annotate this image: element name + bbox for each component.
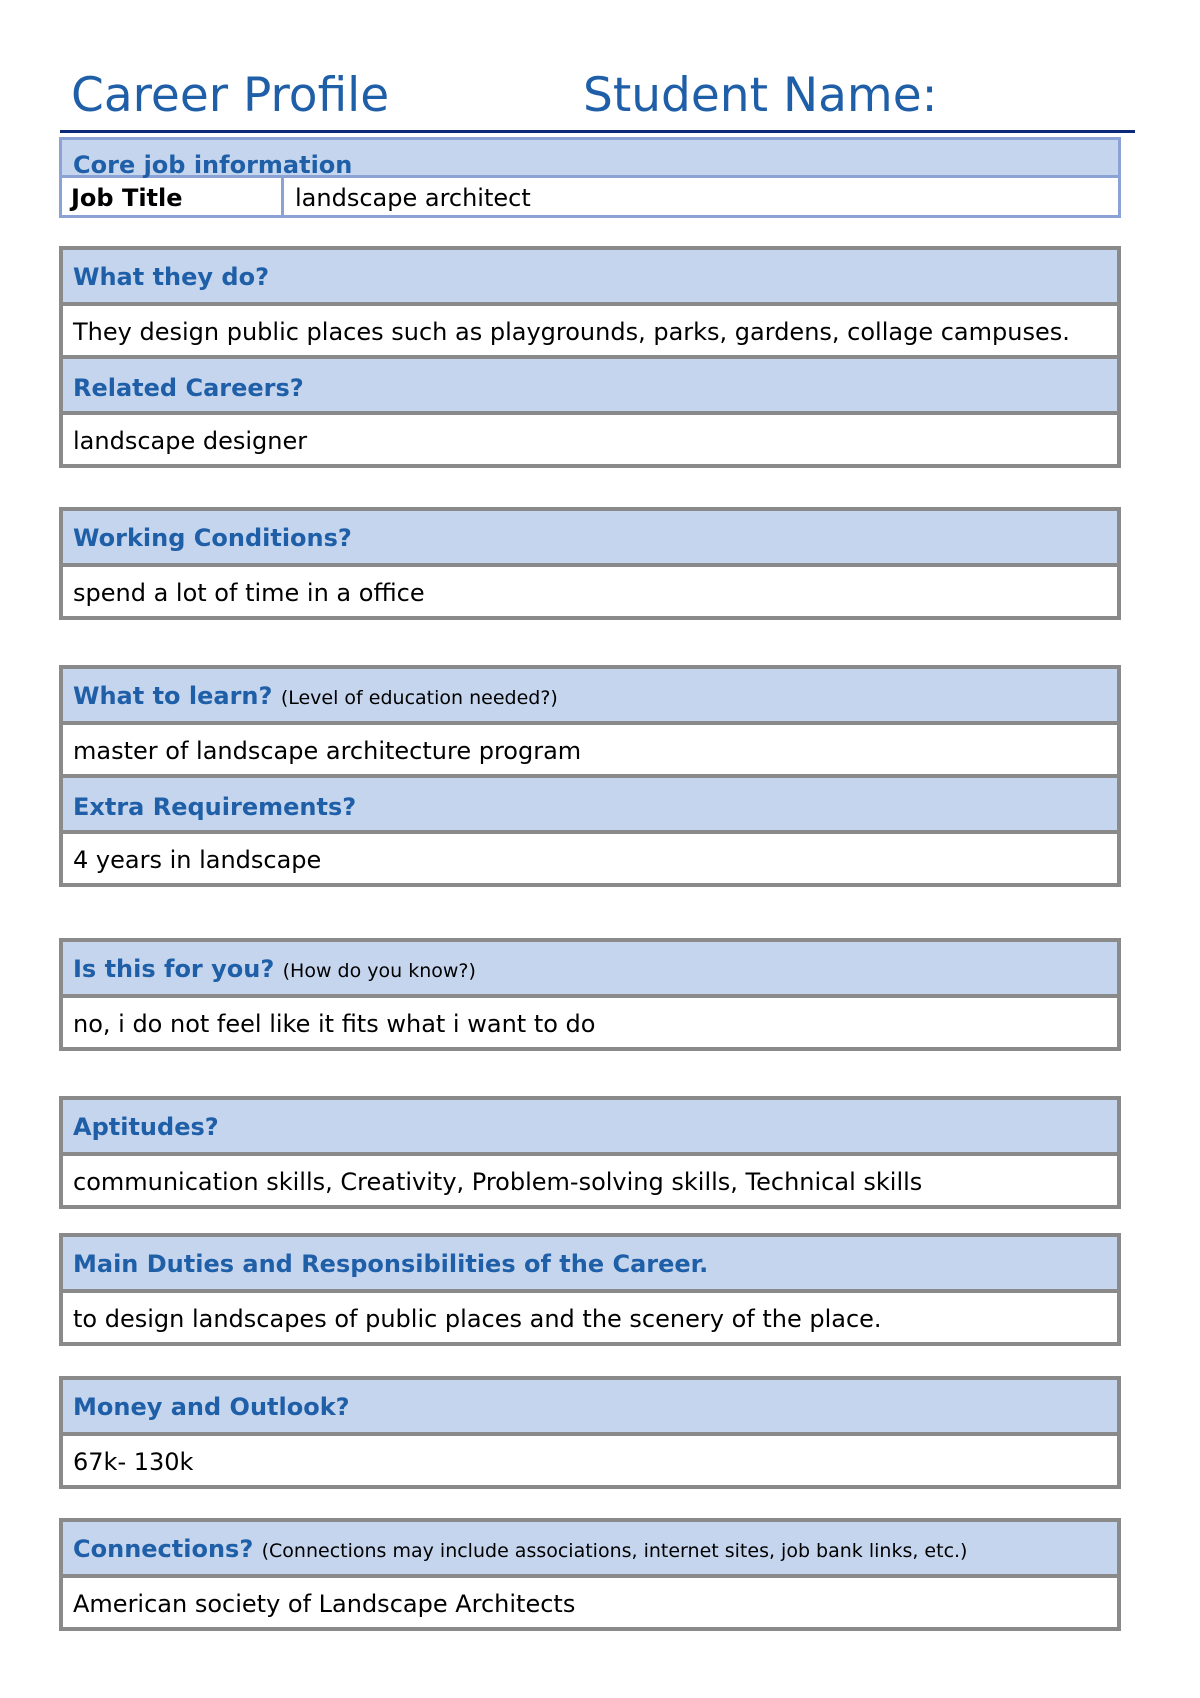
what-to-learn-label: What to learn? xyxy=(73,682,273,710)
working-conditions-box xyxy=(59,507,1121,620)
what-to-learn-value: master of landscape architecture program xyxy=(73,737,582,765)
what-they-do-answer[interactable] xyxy=(63,302,1117,355)
related-careers-header xyxy=(63,355,1117,411)
core-info-heading: Core job information xyxy=(73,151,353,179)
related-careers-answer[interactable] xyxy=(63,411,1117,464)
what-to-learn-box xyxy=(59,665,1121,887)
core-info-table xyxy=(59,137,1121,218)
job-title-value-cell[interactable] xyxy=(284,178,1118,215)
is-this-for-you-header xyxy=(63,942,1117,994)
what-they-do-header xyxy=(63,250,1117,302)
what-they-do-value: They design public places such as playgrounds, parks, gardens, collage campuses. xyxy=(73,318,1070,346)
what-to-learn-note: (Level of education needed?) xyxy=(280,687,558,709)
job-title-value: landscape architect xyxy=(295,184,531,212)
money-outlook-value: 67k- 130k xyxy=(73,1448,194,1476)
money-outlook-box xyxy=(59,1376,1121,1489)
connections-header xyxy=(63,1522,1117,1574)
is-this-for-you-heading xyxy=(73,955,476,983)
aptitudes-box xyxy=(59,1096,1121,1209)
what-they-do-label: What they do? xyxy=(73,263,270,291)
main-duties-header xyxy=(63,1237,1117,1289)
is-this-for-you-note: (How do you know?) xyxy=(282,960,476,982)
aptitudes-answer[interactable] xyxy=(63,1152,1117,1205)
working-conditions-header xyxy=(63,511,1117,563)
extra-requirements-label: Extra Requirements? xyxy=(73,793,357,821)
what-to-learn-header xyxy=(63,669,1117,721)
aptitudes-header xyxy=(63,1100,1117,1152)
extra-requirements-answer[interactable] xyxy=(63,830,1117,883)
working-conditions-answer[interactable] xyxy=(63,563,1117,616)
money-outlook-answer[interactable] xyxy=(63,1432,1117,1485)
connections-answer[interactable] xyxy=(63,1574,1117,1627)
job-title-label: Job Title xyxy=(71,184,183,212)
what-they-do-box xyxy=(59,246,1121,468)
student-name-label: Student Name: xyxy=(583,68,938,123)
connections-box xyxy=(59,1518,1121,1631)
extra-requirements-value: 4 years in landscape xyxy=(73,846,322,874)
related-careers-value: landscape designer xyxy=(73,427,308,455)
main-duties-box xyxy=(59,1233,1121,1346)
connections-heading xyxy=(73,1535,967,1563)
money-outlook-header xyxy=(63,1380,1117,1432)
extra-requirements-header xyxy=(63,774,1117,830)
aptitudes-label: Aptitudes? xyxy=(73,1113,219,1141)
related-careers-label: Related Careers? xyxy=(73,374,304,402)
is-this-for-you-label: Is this for you? xyxy=(73,955,275,983)
working-conditions-label: Working Conditions? xyxy=(73,524,352,552)
is-this-for-you-value: no, i do not feel like it fits what i want to do xyxy=(73,1010,596,1038)
is-this-for-you-answer[interactable] xyxy=(63,994,1117,1047)
connections-label: Connections? xyxy=(73,1535,254,1563)
working-conditions-value: spend a lot of time in a office xyxy=(73,579,425,607)
aptitudes-value: communication skills, Creativity, Problem-solving skills, Technical skills xyxy=(73,1168,923,1196)
main-duties-value: to design landscapes of public places and the scenery of the place. xyxy=(73,1305,882,1333)
main-duties-label: Main Duties and Responsibilities of the Career. xyxy=(73,1250,709,1278)
page-title: Career Profile xyxy=(71,68,390,123)
connections-value: American society of Landscape Architects xyxy=(73,1590,576,1618)
is-this-for-you-box xyxy=(59,938,1121,1051)
money-outlook-label: Money and Outlook? xyxy=(73,1393,350,1421)
job-title-label-cell xyxy=(62,178,284,215)
what-to-learn-answer[interactable] xyxy=(63,721,1117,774)
title-underline xyxy=(60,130,1135,133)
main-duties-answer[interactable] xyxy=(63,1289,1117,1342)
what-to-learn-heading xyxy=(73,682,558,710)
core-info-header xyxy=(62,140,1118,178)
connections-note: (Connections may include associations, internet sites, job bank links, etc.) xyxy=(261,1540,968,1562)
